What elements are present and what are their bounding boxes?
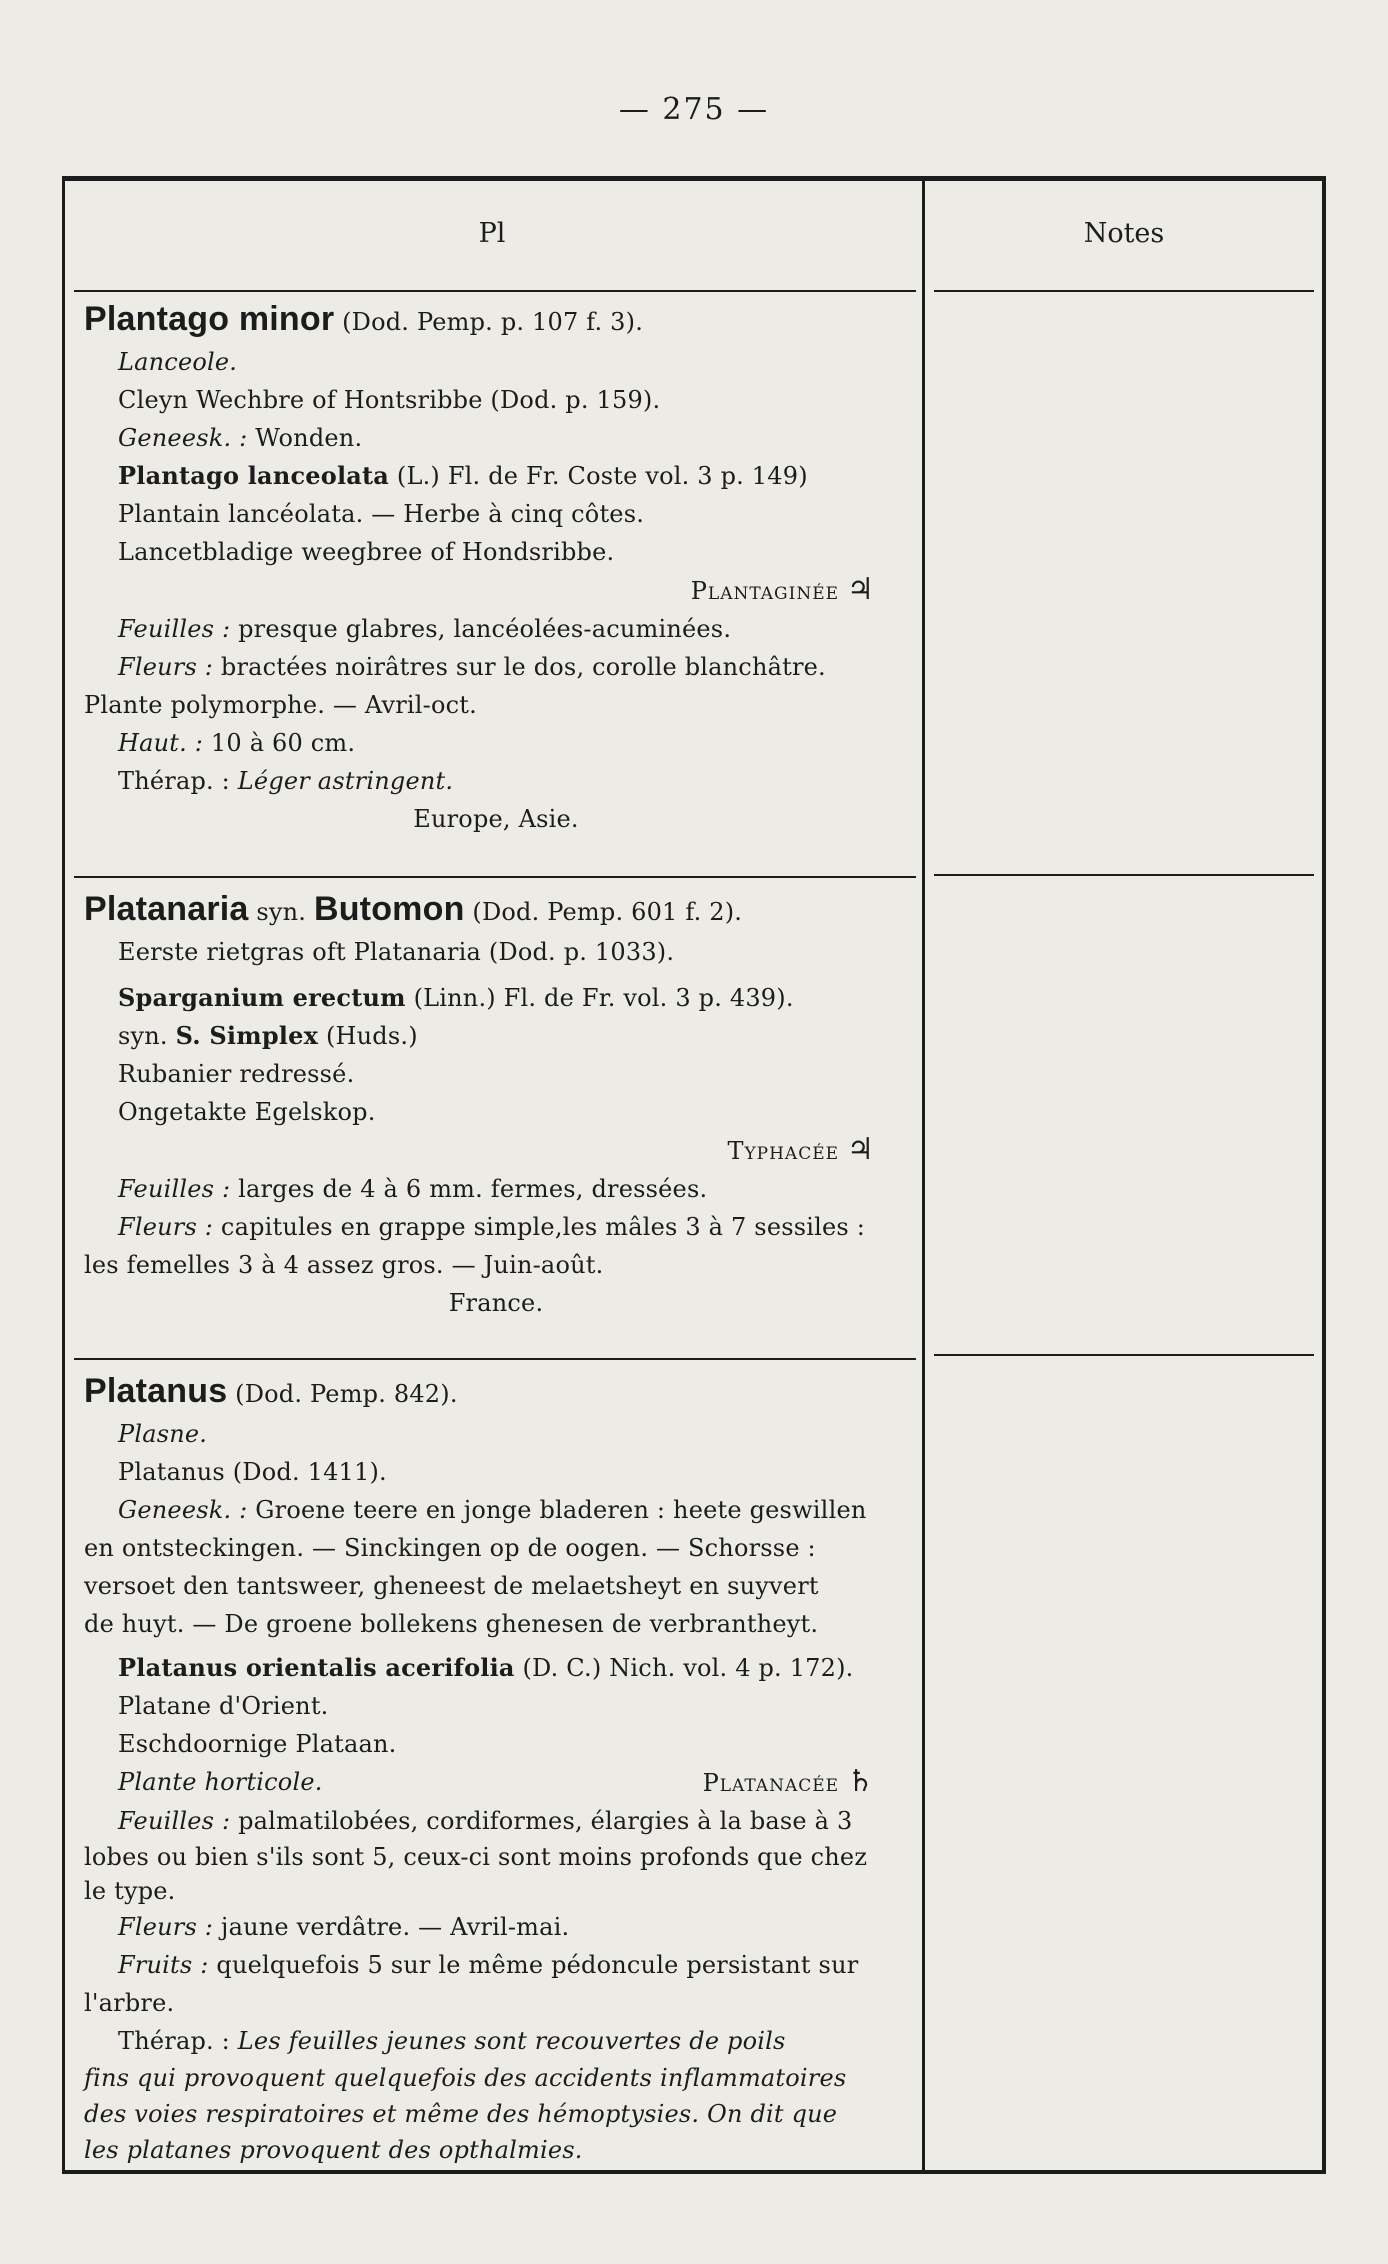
entry-line: Geneesk. : Wonden. — [118, 424, 363, 452]
entry-line: Platane d'Orient. — [118, 1692, 329, 1720]
entry-heading-synonym: Butomon — [313, 890, 465, 928]
entry-line: Plantain lancéolata. — Herbe à cinq côtes. — [118, 500, 645, 528]
entry-line: Sparganium erectum (Linn.) Fl. de Fr. vol. 3 p. 439). — [118, 983, 794, 1012]
entry-rule-right — [934, 1354, 1314, 1356]
entry-platanaria: Platanaria syn. Butomon (Dod. Pemp. 601 f. 2). Eerste rietgras oft Platanaria (Dod. p. 1033). Sparganium erectum (Linn.) Fl. de Fr. vol. 3 p. 439). syn. S. Simplex (Huds.) Rubanier redressé. Ongetakte Egelskop. Typhacée ♃ Feuilles : larges de 4 à 6 mm. fermes, dressées. Fleurs : capitules en grappe simple,les mâles 3 à 7 sessiles : les femelles 3 à 4 assez gros. — Juin-août. France. — [84, 888, 908, 1322]
family-label: Platanacée — [702, 1769, 840, 1797]
entry-platanus: Platanus (Dod. Pemp. 842). Plasne. Platanus (Dod. 1411). Geneesk. : Groene teere en jonge bladeren : heete geswillen en ontsteckingen. — Sinckingen op de oogen. — Schorsse : versoet den tantsweer, gheneest de melaetsheyt en suyvert de huyt. — De groene bollekens ghenesen de verbrantheyt. Platanus orientalis acerifolia (D. C.) Nich. vol. 4 p. 172). Platane d'Orient. Eschdoornige Plataan. Plante horticole. Platanacée ♄ Feuilles : palmatilobées, cordiformes, élargies à la base à 3 lobes ou bien s'ils sont 5, ceux-ci sont moins profonds que chez le type. Fleurs : jaune verdâtre. — Avril-mai. Fruits : quelquefois 5 sur le même pédoncule persistant sur l'arbre. Thérap. : Les feuilles jeunes sont recouvertes de poils fins qui provoquent quelquefois des accidents inflammatoires des voies respiratoires et même des hémoptysies. On dit que les platanes provoquent des opthalmies. — [84, 1370, 908, 2168]
entry-line: Rubanier redressé. — [118, 1060, 355, 1088]
entry-line: Cleyn Wechbre of Hontsribbe (Dod. p. 159). — [118, 386, 661, 414]
entry-rule-right — [934, 874, 1314, 876]
entry-line: Eschdoornige Plataan. — [118, 1730, 397, 1758]
entry-line: Plante horticole. Platanacée ♄ — [118, 1764, 874, 1799]
region-label: Europe, Asie. — [413, 805, 579, 833]
entry-line: Haut. : 10 à 60 cm. — [118, 729, 356, 757]
entry-plantago — [84, 298, 908, 838]
entry-line: Platanus orientalis acerifolia (D. C.) Nich. vol. 4 p. 172). — [118, 1653, 854, 1682]
entry-reference: (Dod. Pemp. p. 107 f. 3). — [334, 308, 644, 336]
header-rule-left — [74, 290, 916, 292]
column-header-right: Notes — [1083, 218, 1165, 249]
entry-line: des voies respiratoires et même des hémoptysies. On dit que — [84, 2100, 838, 2128]
entry-line: fins qui provoquent quelquefois des accidents inflammatoires — [84, 2064, 847, 2092]
entry-line: Feuilles : presque glabres, lancéolées-acuminées. — [118, 615, 732, 643]
region-label: France. — [448, 1289, 544, 1317]
entry-heading: Platanus — [84, 1372, 228, 1410]
entry-line: en ontsteckingen. — Sinckingen op de oogen. — Schorsse : — [84, 1534, 816, 1562]
entry-heading: Plantago minor — [84, 300, 335, 338]
entry-line: Plasne. — [118, 1420, 208, 1448]
entry-line: Thérap. : Léger astringent. — [118, 767, 454, 795]
entry-line: Thérap. : Les feuilles jeunes sont recouvertes de poils — [118, 2027, 786, 2055]
entry-line: versoet den tantsweer, gheneest de melaetsheyt en suyvert — [84, 1572, 819, 1600]
entry-line: Fleurs : bractées noirâtres sur le dos, corolle blanchâtre. — [118, 653, 826, 681]
entry-line: Platanus (Dod. 1411). — [118, 1458, 387, 1486]
entry-line: lobes ou bien s'ils sont 5, ceux-ci sont moins profonds que chez — [84, 1843, 868, 1871]
column-separator — [922, 181, 925, 2170]
entry-line: Feuilles : larges de 4 à 6 mm. fermes, dressées. — [118, 1175, 708, 1203]
entry-line: Lanceole. — [118, 348, 238, 376]
entry-rule-left — [74, 1358, 916, 1360]
entry-line: Fruits : quelquefois 5 sur le même pédoncule persistant sur — [118, 1951, 859, 1979]
entry-line: les femelles 3 à 4 assez gros. — Juin-août. — [84, 1251, 604, 1279]
tree-symbol-icon: ♄ — [846, 1764, 874, 1799]
perennial-symbol-icon: ♃ — [846, 572, 874, 607]
column-header-left: Pl — [478, 218, 506, 249]
entry-rule-left — [74, 876, 916, 878]
entry-line: Plantago lanceolata (L.) Fl. de Fr. Coste vol. 3 p. 149) — [118, 461, 808, 490]
entry-line: les platanes provoquent des opthalmies. — [84, 2136, 583, 2164]
entry-line: l'arbre. — [84, 1989, 175, 2017]
family-label: Plantaginée ♃ — [690, 572, 874, 607]
entry-line: Plante polymorphe. — Avril-oct. — [84, 691, 477, 719]
entry-heading: Platanaria — [84, 890, 249, 928]
entry-line: Fleurs : jaune verdâtre. — Avril-mai. — [118, 1913, 570, 1941]
entry-line: Eerste rietgras oft Platanaria (Dod. p. 1033). — [118, 938, 675, 966]
entry-line: syn. S. Simplex (Huds.) — [118, 1021, 418, 1050]
entry-line: Ongetakte Egelskop. — [118, 1098, 376, 1126]
entry-line: de huyt. — De groene bollekens ghenesen de verbrantheyt. — [84, 1610, 819, 1638]
header-rule-right — [934, 290, 1314, 292]
page-number: — 275 — — [618, 92, 770, 127]
entry-line: Feuilles : palmatilobées, cordiformes, élargies à la base à 3 — [118, 1807, 853, 1835]
entry-line: Geneesk. : Groene teere en jonge bladeren : heete geswillen — [118, 1496, 867, 1524]
entry-line: Fleurs : capitules en grappe simple,les mâles 3 à 7 sessiles : — [118, 1213, 866, 1241]
entry-line: Lancetbladige weegbree of Hondsribbe. — [118, 538, 615, 566]
entry-line: le type. — [84, 1877, 176, 1905]
perennial-symbol-icon: ♃ — [846, 1132, 874, 1167]
family-label: Typhacée ♃ — [727, 1132, 874, 1167]
